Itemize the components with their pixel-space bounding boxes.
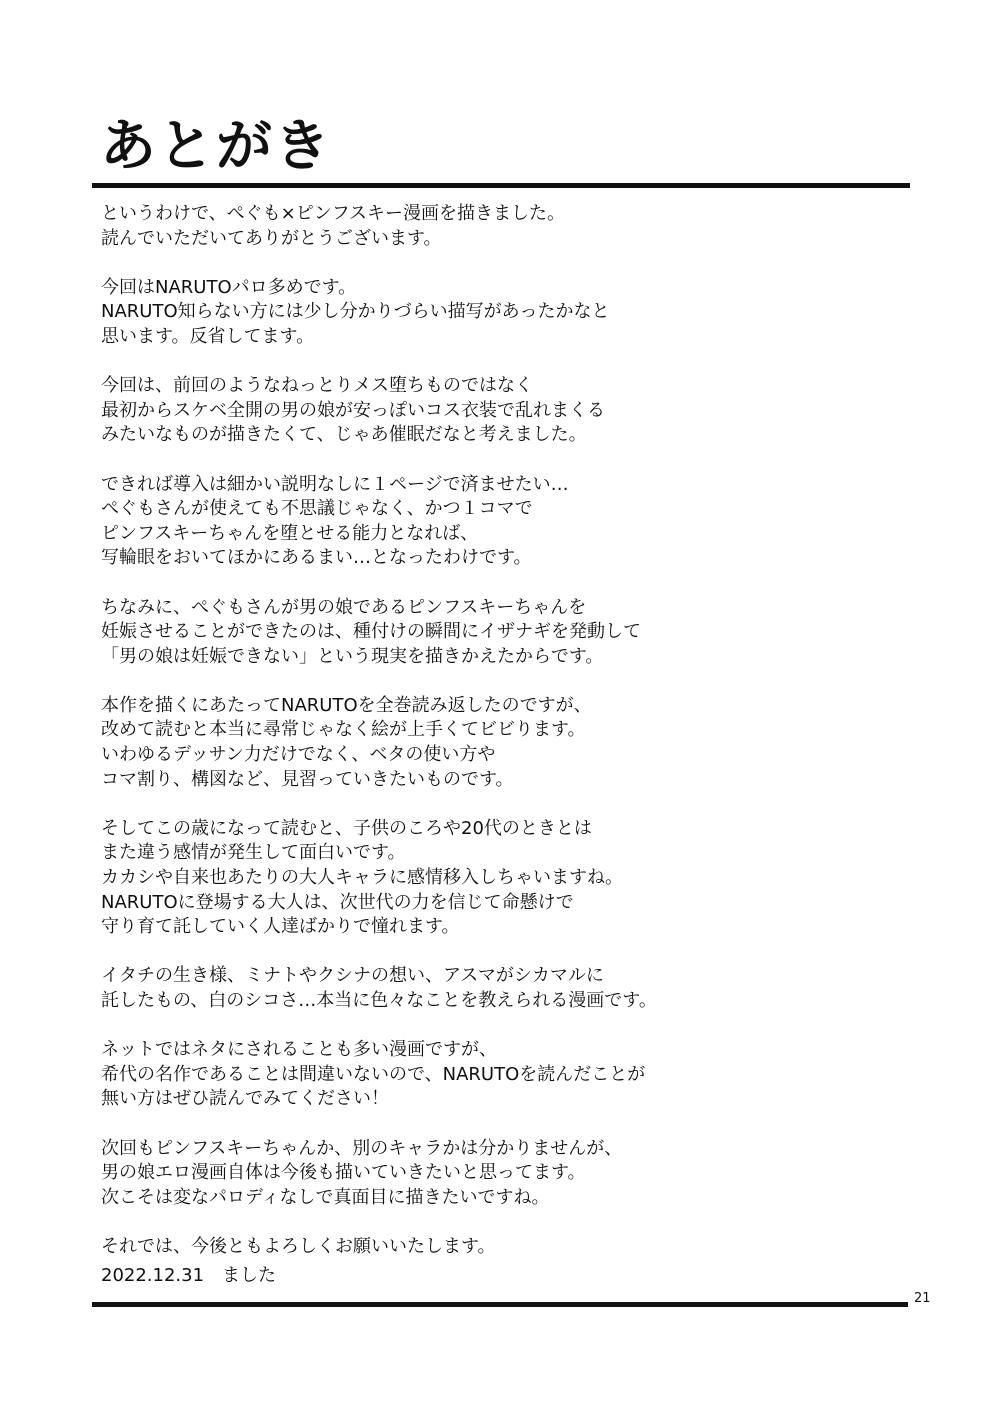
text-line: 改めて読むと本当に尋常じゃなく絵が上手くてビビります。 xyxy=(101,719,586,741)
text-line: NARUTOに登場する大人は、次世代の力を信じて命懸けで xyxy=(101,891,574,913)
afterword-paragraph xyxy=(101,374,921,448)
text-line: 最初からスケベ全開の男の娘が安っぽいコス衣装で乱れまくる xyxy=(101,399,605,421)
text-line: また違う感情が発生して面白いです。 xyxy=(101,842,406,864)
text-line: 守り育て託していく人達ばかりで憧れます。 xyxy=(101,916,460,938)
text-line: NARUTO知らない方には少し分かりづらい描写があったかなと xyxy=(101,301,610,323)
text-line: コマ割り、構図など、見習っていきたいものです。 xyxy=(101,768,514,790)
text-line: そしてこの歳になって読むと、子供のころや20代のときとは xyxy=(101,817,592,839)
text-line: ピンフスキーちゃんを堕とせる能力となれば、 xyxy=(101,522,479,544)
afterword-paragraph xyxy=(101,202,921,251)
page-number: 21 xyxy=(914,1291,931,1306)
text-line: それでは、今後ともよろしくお願いいたします。 xyxy=(101,1235,496,1257)
signature-date-author: 2022.12.31 ました xyxy=(101,1265,277,1286)
afterword-paragraph xyxy=(101,964,921,1013)
afterword-paragraph xyxy=(101,817,921,940)
text-line: 希代の名作であることは間違いないので、NARUTOを読んだことが xyxy=(101,1063,646,1085)
text-line: ぺぐもさんが使えても不思議じゃなく、かつ１コマで xyxy=(101,498,533,520)
text-line: みたいなものが描きたくて、じゃあ催眠だなと考えました。 xyxy=(101,424,587,446)
text-line: 次回もピンフスキーちゃんか、別のキャラかは分かりませんが、 xyxy=(101,1137,623,1159)
afterword-paragraph xyxy=(101,473,921,571)
afterword-paragraph xyxy=(101,1038,921,1112)
text-line: 託したもの、白のシコさ…本当に色々なことを教えられる漫画です。 xyxy=(101,990,657,1011)
afterword-paragraph xyxy=(101,276,921,350)
text-line: 「男の娘は妊娠できない」という現実を描きかえたからです。 xyxy=(101,645,604,667)
afterword-paragraph xyxy=(101,596,921,670)
afterword-body xyxy=(101,202,921,1284)
text-line: 男の娘エロ漫画自体は今後も描いていきたいと思ってます。 xyxy=(101,1162,586,1184)
page-title: あとがき xyxy=(100,114,332,179)
text-line: 読んでいただいてありがとうございます。 xyxy=(101,227,442,249)
text-line: 今回はNARUTOパロ多めです。 xyxy=(101,276,357,298)
text-line: カカシや自来也あたりの大人キャラに感情移入しちゃいますね。 xyxy=(101,867,623,889)
text-line: イタチの生き様、ミナトやクシナの想い、アスマがシカマルに xyxy=(101,965,604,987)
text-line: 無い方はぜひ読んでみてください！ xyxy=(101,1088,389,1110)
text-line: 思います。反省してます。 xyxy=(101,325,315,347)
title-divider xyxy=(92,183,910,188)
text-line: 本作を描くにあたってNARUTOを全巻読み返したのですが、 xyxy=(101,694,592,716)
text-line: 妊娠させることができたのは、種付けの瞬間にイザナギを発動して xyxy=(101,621,641,643)
text-line: 写輪眼をおいてほかにあるまい…となったわけです。 xyxy=(101,547,532,569)
footer-divider xyxy=(92,1302,908,1307)
text-line: というわけで、ぺぐも×ピンフスキー漫画を描きました。 xyxy=(101,203,565,224)
text-line: できれば導入は細かい説明なしに１ページで済ませたい… xyxy=(101,473,569,495)
text-line: いわゆるデッサン力だけでなく、ベタの使い方や xyxy=(101,744,496,766)
text-line: 今回は、前回のようなねっとりメス堕ちものではなく xyxy=(101,375,533,397)
afterword-paragraph xyxy=(101,694,921,792)
afterword-paragraph xyxy=(101,1235,921,1260)
text-line: ちなみに、ぺぐもさんが男の娘であるピンフスキーちゃんを xyxy=(101,596,587,618)
afterword-paragraph xyxy=(101,1137,921,1211)
text-line: ネットではネタにされることも多い漫画ですが、 xyxy=(101,1039,497,1061)
text-line: 次こそは変なパロディなしで真面目に描きたいですね。 xyxy=(101,1186,550,1208)
